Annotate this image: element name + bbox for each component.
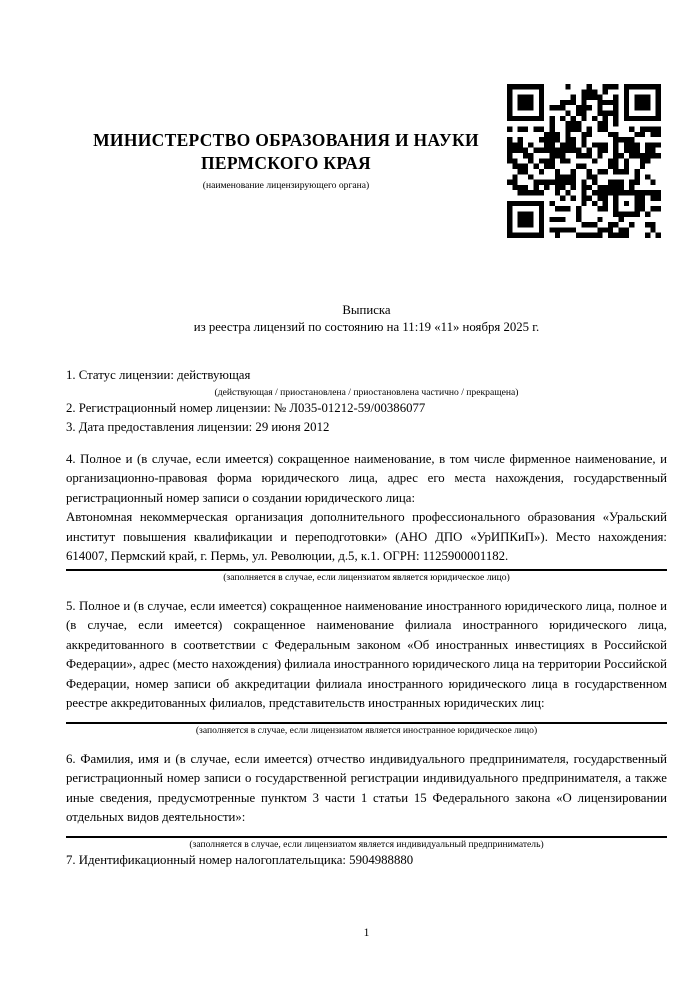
document-title	[66, 302, 667, 335]
page-number: 1	[363, 927, 370, 939]
field-individual-entrepreneur-answer	[66, 828, 667, 834]
document-title-line2: из реестра лицензий по состоянию на 11:19 «11» ноября 2025 г.	[193, 319, 540, 334]
field-individual-entrepreneur	[66, 750, 667, 851]
field-legal-entity-question: 4. Полное и (в случае, если имеется) сокращенное наименование, в том числе фирменное наименование, и организационно-правовая форма юридического лица, адрес его места нахождения, государственный регистрационный номер записи о создании юридического лица:	[66, 451, 667, 505]
field-license-status: 1. Статус лицензии: действующая	[66, 368, 251, 382]
field-grant-date: 3. Дата предоставления лицензии: 29 июня 2012	[66, 420, 330, 434]
ministry-header	[66, 129, 506, 192]
field-license-status-caption: (действующая / приостановлена / приостановлена частично / прекращена)	[214, 386, 519, 398]
field-legal-entity-caption: (заполняется в случае, если лицензиатом является юридическое лицо)	[223, 571, 510, 583]
document-title-line1: Выписка	[342, 303, 391, 317]
field-legal-entity-answer: Автономная некоммерческая организация дополнительного профессионального образования «Уральский институт повышения квалификации и переподготовки» (АНО ДПО «УрИПКиП»). Место нахождения: 614007, Пермский край, г. Пермь, ул. Революции, д.5, к.1. ОГРН: 1125900001182.	[66, 510, 667, 563]
ministry-name-line1: МИНИСТЕРСТВО ОБРАЗОВАНИЯ И НАУКИ	[93, 130, 479, 150]
qr-code	[507, 84, 661, 238]
field-foreign-entity-answer	[66, 714, 667, 720]
document-body	[66, 366, 667, 870]
field-foreign-entity	[66, 597, 667, 737]
field-individual-entrepreneur-caption: (заполняется в случае, если лицензиатом является индивидуальный предприниматель)	[189, 838, 544, 850]
field-legal-entity	[66, 450, 667, 584]
field-foreign-entity-caption: (заполняется в случае, если лицензиатом является иностранное юридическое лицо)	[195, 724, 538, 736]
field-registration-number: 2. Регистрационный номер лицензии: № Л035-01212-59/00386077	[66, 400, 426, 415]
field-foreign-entity-question: 5. Полное и (в случае, если имеется) сокращенное наименование иностранного юридического лица, полное и (в случае, если имеется) сокращенное наименование филиала иностранного юридического лица, аккредитованного в соответствии с Федеральным законом «Об иностранных инвестициях в Российской Федерации», адрес (место нахождения) филиала иностранного юридического лица на территории Российской Федерации, номер записи об аккредитации филиала иностранного юридического лица в государственном реестре аккредитованных филиалов, представительств иностранных юридических лиц:	[66, 598, 667, 710]
field-individual-entrepreneur-question: 6. Фамилия, имя и (в случае, если имеется) отчество индивидуального предпринимателя, государственный регистрационный номер записи о государственной регистрации индивидуального предпринимателя, а также иные сведения, предусмотренные пунктом 3 части 1 статьи 15 Федерального закона «О лицензировании отдельных видов деятельности»:	[66, 751, 667, 824]
licensing-authority-caption: (наименование лицензирующего органа)	[202, 180, 370, 191]
ministry-name-line2: ПЕРМСКОГО КРАЯ	[201, 153, 371, 173]
field-taxpayer-number: 7. Идентификационный номер налогоплательщика: 5904988880	[66, 852, 414, 867]
qr-code-image	[507, 84, 661, 238]
